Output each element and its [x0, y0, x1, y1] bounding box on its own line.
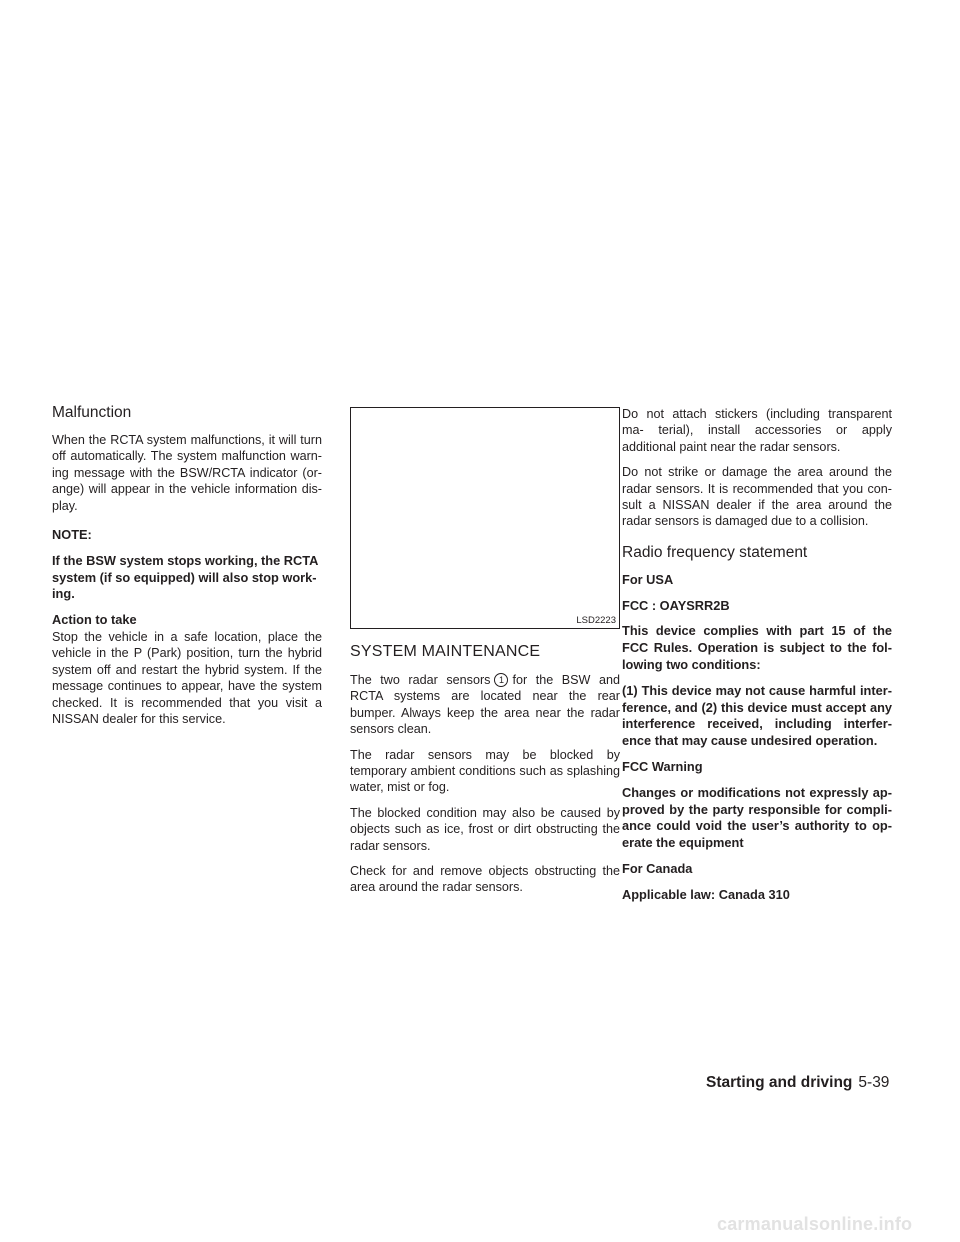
- damage-paragraph: Do not strike or damage the area around the radar sensors. It is recommended that you con- sult a NISSAN dealer if the area around the radar sensors is damaged due to a collision.: [622, 465, 892, 529]
- note-text: If the BSW system stops working, the RCTA system (if so equipped) will also stop work- ing.: [52, 552, 318, 602]
- maintenance-paragraph-1: [350, 672, 620, 738]
- watermark: carmanualsonline.info: [717, 1214, 913, 1234]
- applicable-law: Applicable law: Canada 310: [622, 886, 790, 902]
- conditions-text: (1) This device may not cause harmful inter- ference, and (2) this device must accept any interference received, including interfer- ence that may cause undesired operation.: [622, 682, 892, 749]
- note-label: NOTE:: [52, 527, 92, 543]
- changes-text: Changes or modifications not expressly ap- proved by the party responsible for compli- ance could void the user’s authority to op- erate the equipment: [622, 784, 892, 851]
- column-right: [622, 406, 892, 913]
- paragraph-text: The two radar sensors: [350, 673, 491, 687]
- action-label: Action to take: [52, 612, 137, 628]
- page-number: 5-39: [858, 1074, 890, 1091]
- page-footer: [706, 1073, 889, 1093]
- action-paragraph: Stop the vehicle in a safe location, place the vehicle in the P (Park) position, turn the hybrid system off and restart the hybrid system. If the message continues to appear, have the system checked. It is recommended that you visit a NISSAN dealer for this service.: [52, 630, 322, 727]
- maintenance-paragraph-2: The radar sensors may be blocked by temporary ambient conditions such as splashing water, mist or fog.: [350, 747, 620, 795]
- malfunction-heading: Malfunction: [52, 404, 132, 421]
- column-left: [52, 400, 322, 736]
- radar-sensor-figure: [350, 407, 620, 629]
- fcc-id: FCC : OAYSRR2B: [622, 597, 730, 613]
- figure-code: LSD2223: [576, 615, 616, 626]
- malfunction-paragraph: When the RCTA system malfunctions, it will turn off automatically. The system malfunction warn- ing message with the BSW/RCTA indicator (or- ange) will appear in the vehicle information dis- play.: [52, 433, 322, 513]
- compliance-text: This device complies with part 15 of the FCC Rules. Operation is subject to the fol- lowing two conditions:: [622, 623, 892, 673]
- for-usa-label: For USA: [622, 571, 674, 587]
- for-canada-label: For Canada: [622, 861, 693, 876]
- maintenance-paragraph-4: Check for and remove objects obstructing the area around the radar sensors.: [350, 864, 620, 895]
- system-maintenance-heading: SYSTEM MAINTENANCE: [350, 643, 541, 660]
- stickers-paragraph: Do not attach stickers (including transparent ma- terial), install accessories or apply additional paint near the radar sensors.: [622, 407, 892, 454]
- callout-1-icon: 1: [494, 673, 508, 687]
- fcc-warning-label: FCC Warning: [622, 759, 703, 775]
- maintenance-paragraph-3: The blocked condition may also be caused by objects such as ice, frost or dirt obstructing the radar sensors.: [350, 805, 620, 853]
- column-middle: [350, 401, 620, 905]
- footer-section: Starting and driving: [706, 1074, 853, 1091]
- paragraph-text: for the BSW and RCTA systems are located near the rear bumper. Always keep the area near the radar sensors clean.: [350, 673, 621, 737]
- radio-frequency-heading: Radio frequency statement: [622, 543, 808, 561]
